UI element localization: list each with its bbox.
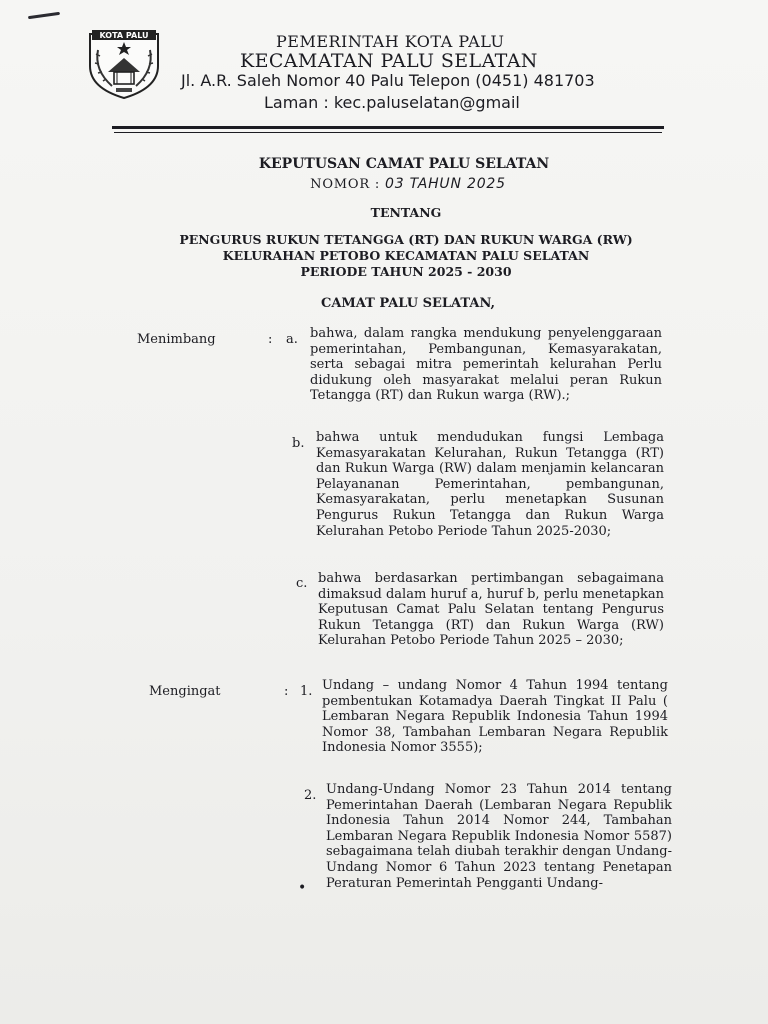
letterhead-government: PEMERINTAH KOTA PALU — [276, 32, 505, 51]
menimbang-label: Menimbang — [137, 332, 216, 347]
menimbang-item-b: bahwa untuk mendudukan fungsi Lembaga Kemasyarakatan Kelurahan, Rukun Tetangga (RT) dan Rukun Warga (RW) dalam menjamin kelancaran Pelayananan Pemerintahan, pembangunan, Kemasyarakatan, perlu menetapkan Susunan Pengurus Rukun Tetangga dan Rukun Warga Kelurahan Petobo Periode Tahun 2025-2030; — [316, 430, 664, 539]
menimbang-item-c: bahwa berdasarkan pertimbangan sebagaimana dimaksud dalam huruf a, huruf b, perlu menetapkan Keputusan Camat Palu Selatan tentang Pengurus Rukun Tetangga (RT) dan Rukun Warga (RW) Kelurahan Petobo Periode Tahun 2025 – 2030; — [318, 571, 664, 649]
letterhead-website: Laman : kec.paluselatan@gmail — [264, 93, 520, 112]
menimbang-colon: : — [268, 332, 273, 347]
mengingat-colon: : — [284, 684, 289, 699]
subject-line-3: PERIODE TAHUN 2025 - 2030 — [300, 264, 512, 279]
svg-text:KOTA PALU: KOTA PALU — [99, 31, 149, 40]
letterhead-district: KECAMATAN PALU SELATAN — [240, 50, 538, 72]
subject-line-1: PENGURUS RUKUN TETANGGA (RT) DAN RUKUN WARGA (RW) — [179, 232, 633, 247]
mengingat-item-1: Undang – undang Nomor 4 Tahun 1994 tentang pembentukan Kotamadya Daerah Tingkat II Palu ( Lembaran Negara Republik Indonesia Tahun 1994 Nomor 38, Tambahan Lembaran Negara Republik Indonesia Nomor 3555); — [322, 678, 668, 756]
menimbang-mark-c: c. — [296, 576, 308, 591]
menimbang-item-a: bahwa, dalam rangka mendukung penyelenggaraan pemerintahan, Pembangunan, Kemasyarakatan, serta sebagai mitra pemerintah kelurahan Perlu didukung oleh masyarakat melalui peran Rukun Tetangga (RT) dan Rukun warga (RW).; — [310, 326, 662, 404]
menimbang-mark-a: a. — [286, 332, 298, 347]
letterhead-address: Jl. A.R. Saleh Nomor 40 Palu Telepon (0451) 481703 — [181, 71, 595, 90]
subject-line-2: KELURAHAN PETOBO KECAMATAN PALU SELATAN — [222, 248, 590, 263]
mengingat-item-2: Undang-Undang Nomor 23 Tahun 2014 tentang Pemerintahan Daerah (Lembaran Negara Republik Indonesia Tahun 2014 Nomor 244, Tambahan Lembaran Negara Republik Indonesia Nomor 5587) sebagaimana telah diubah terakhir dengan Undang-Undang Nomor 6 Tahun 2023 tentang Penetapan Peraturan Pemerintah Pengganti Undang- — [326, 782, 672, 891]
stray-dot: • — [298, 880, 307, 896]
menimbang-mark-b: b. — [292, 436, 305, 451]
pen-mark — [28, 12, 60, 19]
mengingat-label: Mengingat — [149, 684, 221, 699]
camat-heading: CAMAT PALU SELATAN, — [320, 296, 496, 311]
mengingat-mark-2: 2. — [304, 788, 317, 803]
decree-title: KEPUTUSAN CAMAT PALU SELATAN — [258, 156, 550, 172]
tentang-heading: TENTANG — [370, 205, 442, 220]
city-emblem-logo — [86, 26, 162, 100]
mengingat-mark-1: 1. — [300, 684, 313, 699]
nomor-value: 03 TAHUN 2025 — [385, 176, 506, 192]
letterhead-rule-thick — [112, 126, 664, 129]
letterhead-rule-thin — [114, 132, 662, 133]
nomor-label: NOMOR — [310, 177, 370, 192]
decree-number — [24, 176, 768, 192]
nomor-separator: : — [374, 177, 381, 192]
